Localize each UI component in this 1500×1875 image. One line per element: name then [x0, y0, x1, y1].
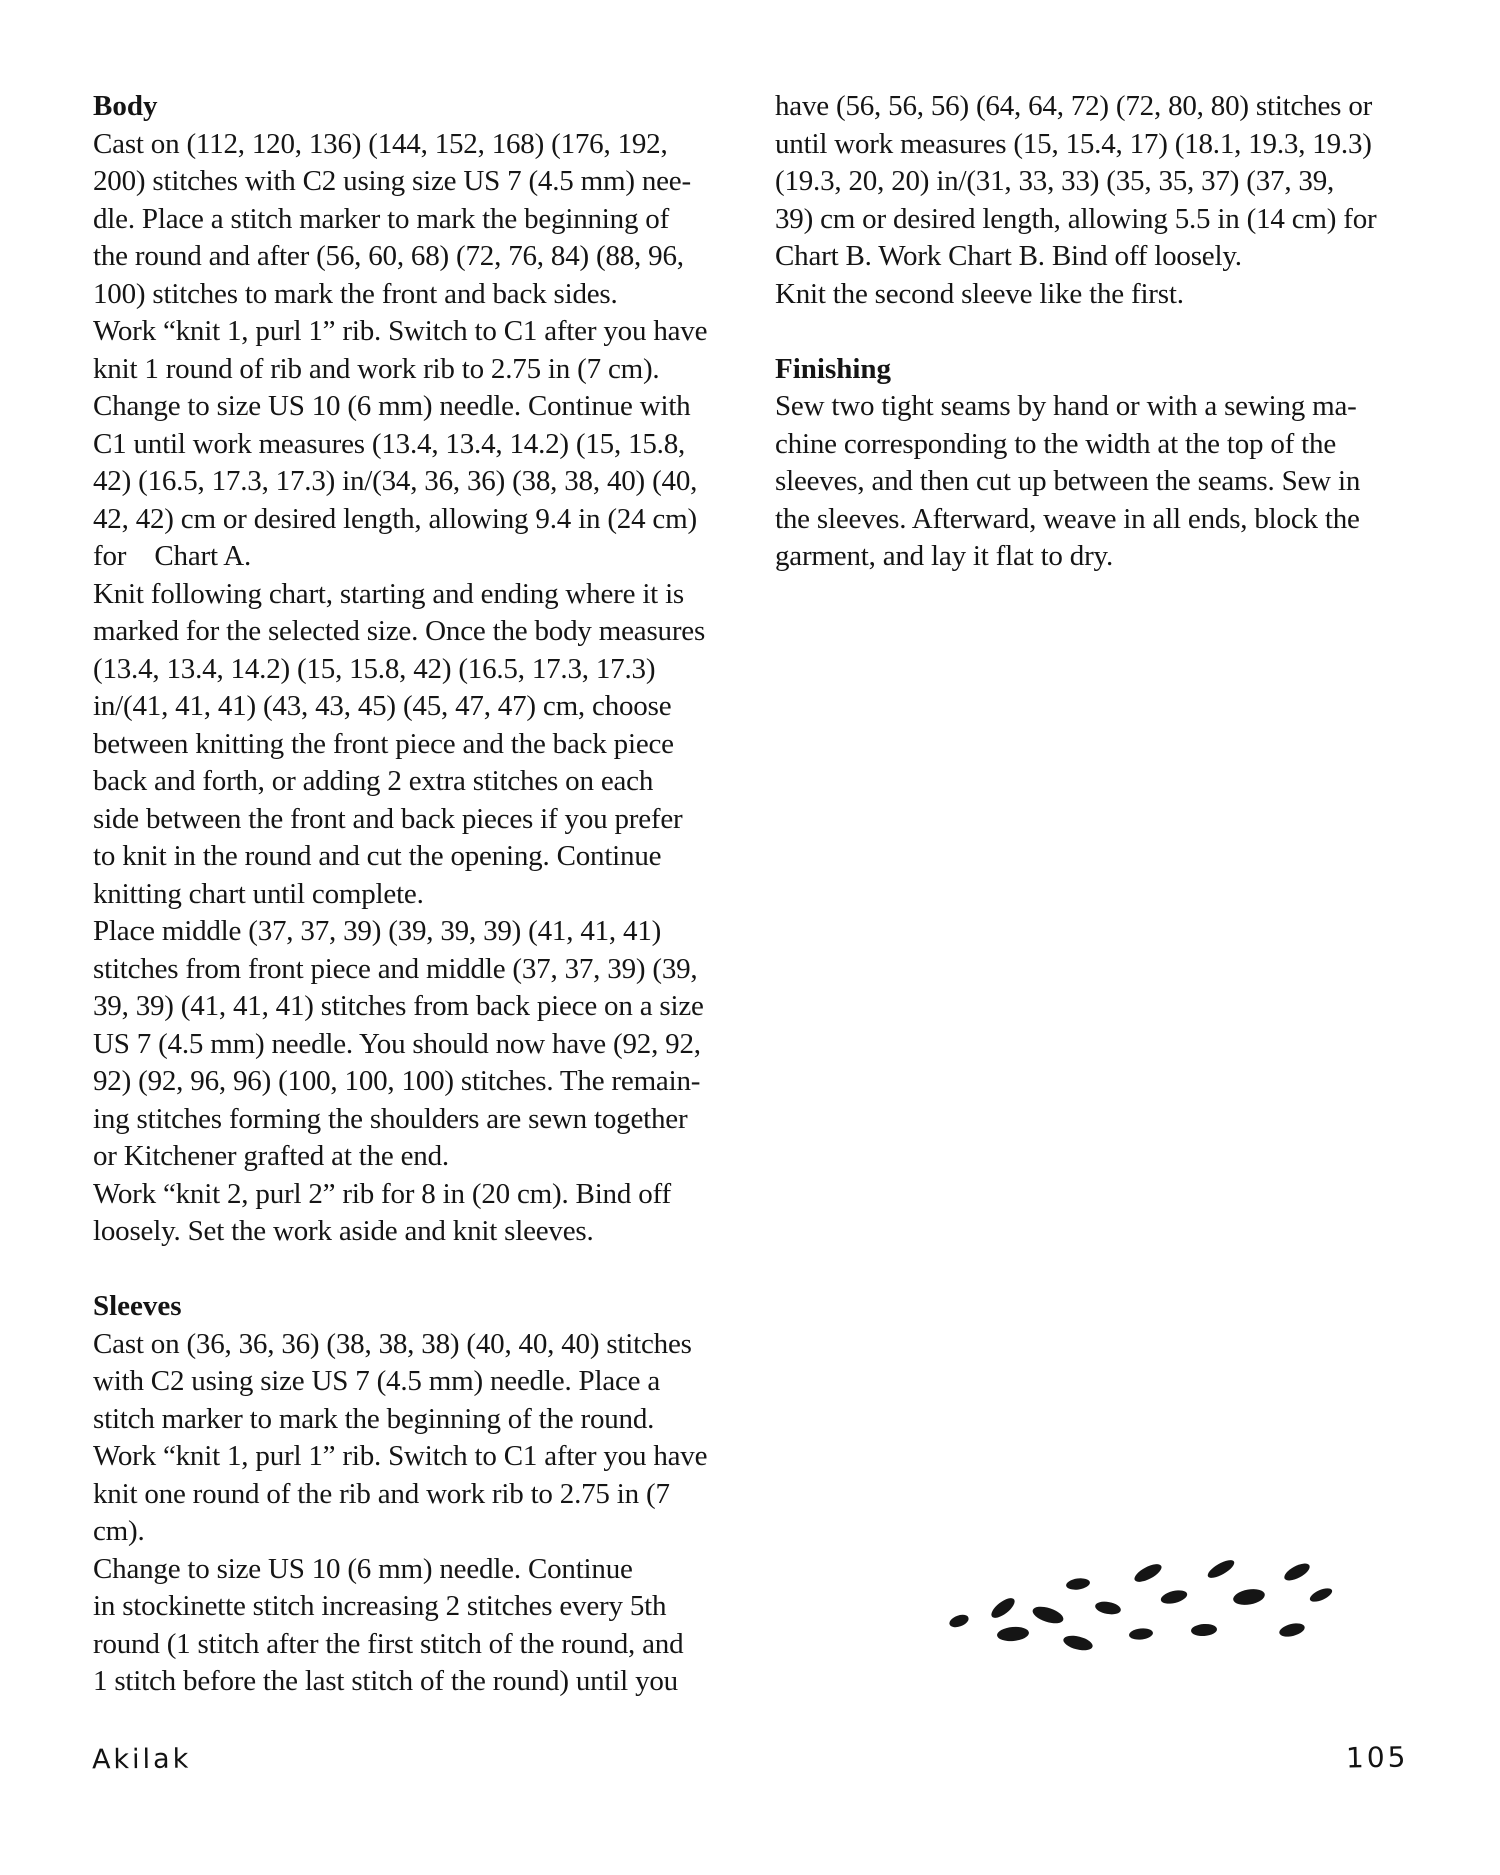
text-line: knit 1 round of rib and work rib to 2.75 in (7 cm). — [93, 352, 660, 385]
seed — [1308, 1586, 1334, 1605]
seed — [1132, 1561, 1164, 1586]
text-line: stitch marker to mark the beginning of the round. — [93, 1402, 655, 1435]
seed — [1191, 1623, 1218, 1637]
text-line: 42) (16.5, 17.3, 17.3) in/(34, 36, 36) (38, 38, 40) (40, — [93, 465, 698, 497]
seed — [996, 1626, 1029, 1643]
section-heading: Body — [93, 90, 158, 122]
text-line: Place middle (37, 37, 39) (39, 39, 39) (41, 41, 41) — [93, 915, 662, 947]
footer-book-title: Akilak — [91, 1743, 192, 1776]
text-line: knit one round of the rib and work rib to 2.75 in (7 — [93, 1477, 670, 1510]
seed — [1128, 1627, 1153, 1640]
text-line: side between the front and back pieces if you prefer — [93, 802, 683, 835]
text-line: Knit following chart, starting and ending where it is — [93, 577, 685, 610]
text-line: in stockinette stitch increasing 2 stitches every 5th — [93, 1590, 667, 1622]
seed — [988, 1595, 1017, 1622]
text-line: dle. Place a stitch marker to mark the beginning of — [93, 202, 670, 235]
text-line: with C2 using size US 7 (4.5 mm) needle. Place a — [93, 1365, 661, 1397]
text-line: 200) stitches with C2 using size US 7 (4.5 mm) nee- — [93, 165, 691, 197]
text-line: Knit the second sleeve like the first. — [775, 277, 1184, 310]
seed — [1205, 1557, 1236, 1582]
text-line: Work “knit 1, purl 1” rib. Switch to C1 after you have — [93, 315, 708, 347]
right-text-column — [775, 88, 1407, 576]
text-line: chine corresponding to the width at the top of the — [775, 427, 1336, 460]
text-line: sleeves, and then cut up between the seams. Sew in — [775, 465, 1361, 497]
text-line: marked for the selected size. Once the body measures — [93, 615, 706, 647]
text-line: 92) (92, 96, 96) (100, 100, 100) stitches. The remain- — [93, 1065, 701, 1097]
text-line: the round and after (56, 60, 68) (72, 76, 84) (88, 96, — [93, 240, 684, 272]
seed — [1094, 1600, 1122, 1616]
text-line: cm). — [93, 1515, 145, 1547]
text-line: US 7 (4.5 mm) needle. You should now have (92, 92, — [93, 1027, 701, 1060]
text-line: ing stitches forming the shoulders are sewn together — [93, 1102, 688, 1135]
section-heading: Sleeves — [93, 1290, 182, 1322]
text-line: have (56, 56, 56) (64, 64, 72) (72, 80, 80) stitches or — [775, 90, 1373, 122]
text-line: knitting chart until complete. — [93, 877, 424, 910]
text-line: Sew two tight seams by hand or with a sewing ma- — [775, 390, 1357, 422]
text-line: between knitting the front piece and the back piece — [93, 727, 674, 760]
text-line: until work measures (15, 15.4, 17) (18.1, 19.3, 19.3) — [775, 127, 1372, 160]
text-line: loosely. Set the work aside and knit sleeves. — [93, 1215, 594, 1247]
seed — [948, 1612, 971, 1629]
seed — [1282, 1560, 1312, 1584]
text-line: the sleeves. Afterward, weave in all ends, block the — [775, 502, 1360, 535]
text-line: for Chart A. — [93, 540, 252, 572]
text-line: Work “knit 1, purl 1” rib. Switch to C1 after you have — [93, 1440, 708, 1472]
text-line: stitches from front piece and middle (37, 37, 39) (39, — [93, 952, 698, 985]
text-line: round (1 stitch after the first stitch of the round, and — [93, 1627, 684, 1660]
text-line: 42, 42) cm or desired length, allowing 9.4 in (24 cm) — [93, 502, 697, 535]
left-text-column — [93, 88, 725, 1701]
text-line — [93, 1251, 725, 1289]
text-line — [775, 313, 1407, 351]
seeds-illustration — [940, 1550, 1360, 1670]
text-line: 39, 39) (41, 41, 41) stitches from back piece on a size — [93, 990, 704, 1022]
text-line: to knit in the round and cut the opening. Continue — [93, 840, 662, 872]
seed — [1031, 1603, 1066, 1626]
text-line: Cast on (36, 36, 36) (38, 38, 38) (40, 40, 40) stitches — [93, 1327, 692, 1360]
text-line: back and forth, or adding 2 extra stitches on each — [93, 765, 654, 797]
text-line: (13.4, 13.4, 14.2) (15, 15.8, 42) (16.5, 17.3, 17.3) — [93, 652, 656, 685]
text-line: garment, and lay it flat to dry. — [775, 540, 1114, 572]
text-line: (19.3, 20, 20) in/(31, 33, 33) (35, 35, 37) (37, 39, — [775, 165, 1335, 197]
text-line: Chart B. Work Chart B. Bind off loosely. — [775, 240, 1242, 272]
text-line: 100) stitches to mark the front and back sides. — [93, 277, 618, 310]
seed — [1159, 1588, 1188, 1606]
seed — [1278, 1621, 1306, 1639]
text-line: Change to size US 10 (6 mm) needle. Continue — [93, 1552, 633, 1585]
text-line: Work “knit 2, purl 2” rib for 8 in (20 cm). Bind off — [93, 1177, 671, 1210]
seed — [1065, 1577, 1090, 1591]
page-number: 105 — [1345, 1740, 1409, 1775]
text-line: 39) cm or desired length, allowing 5.5 in (14 cm) for — [775, 202, 1377, 235]
text-line: Change to size US 10 (6 mm) needle. Continue with — [93, 390, 691, 422]
text-line: C1 until work measures (13.4, 13.4, 14.2) (15, 15.8, — [93, 427, 686, 460]
text-line: Cast on (112, 120, 136) (144, 152, 168) (176, 192, — [93, 127, 668, 160]
text-line: in/(41, 41, 41) (43, 43, 45) (45, 47, 47) cm, choose — [93, 690, 672, 722]
seed — [1232, 1587, 1266, 1607]
section-heading: Finishing — [775, 352, 892, 385]
seed — [1062, 1633, 1094, 1653]
text-line: or Kitchener grafted at the end. — [93, 1140, 449, 1172]
text-line: 1 stitch before the last stitch of the round) until you — [93, 1665, 678, 1697]
